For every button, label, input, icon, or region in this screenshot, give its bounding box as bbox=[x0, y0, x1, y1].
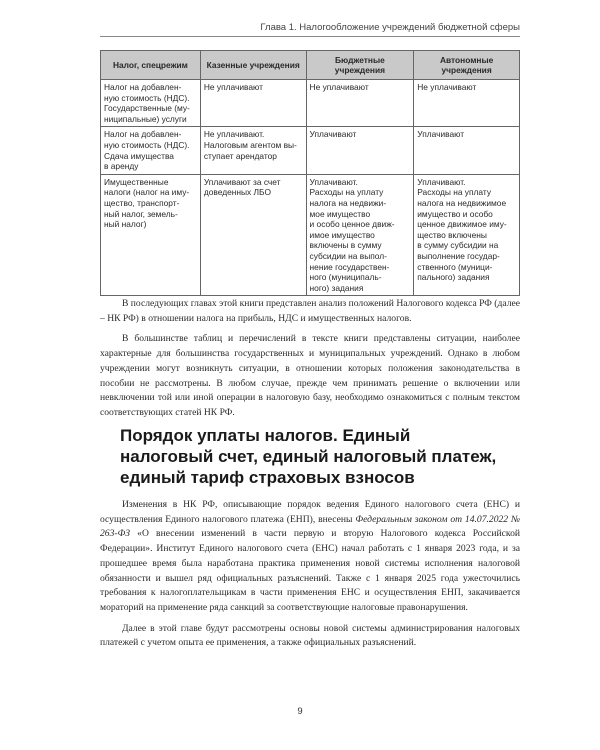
table-cell: Уплачивают bbox=[414, 127, 520, 174]
law-reference: Федеральным законом от 14.07.2022 № 263-ФЗ bbox=[100, 513, 521, 540]
col-header-autonomous: Автономные учреждения bbox=[414, 51, 520, 80]
paragraph-text: «О внесении изменений в части первую и вторую Налогового кодекса Российской Федерации». Институт Единого налогового счета (ЕНС) начал работать с 1 января 2023 года, и за прошедшее время была наработана практика применения новой системы исполнения налоговой обязанности и вышел ряд официальных разъяснений. Также с 1 января 2025 года ужесточились требования к налогоплательщикам в части применения ЕНС и осуществления ЕНП, закачивается мораторий на применение ряда санкций за соответствующие налоговые правонарушения. bbox=[100, 528, 520, 613]
table-cell: Не уплачивают bbox=[306, 80, 414, 127]
col-header-tax: Налог, спецрежим bbox=[101, 51, 201, 80]
col-header-budget: Бюджетные учреждения bbox=[306, 51, 414, 80]
table-cell: Налог на добавлен- ную стоимость (НДС). Государственные (му- ниципальные) услуги bbox=[101, 80, 201, 127]
section-text bbox=[100, 498, 520, 657]
table-row bbox=[101, 174, 520, 296]
running-header: Глава 1. Налогообложение учреждений бюджетной сферы bbox=[100, 22, 520, 37]
table-cell: Не уплачивают. Налоговым агентом вы- ступает арендатор bbox=[200, 127, 306, 174]
page-number: 9 bbox=[297, 706, 303, 717]
paragraph: В большинстве таблиц и перечислений в тексте книги представлены ситуации, наиболее характерные для большинства государственных и муниципальных учреждений. Однако в любом учреждении могут возникнуть ситуации, в отношении которых положения законодательства в пособии не рассмотрены. В любом случае, прежде чем принимать решение о включении или невключении той или иной операции в налоговую базу, необходимо ознакомиться с полным текстом соответствующих статей НК РФ. bbox=[100, 333, 520, 418]
table-cell: Уплачивают. Расходы на уплату налога на недвижимое имущество и особо ценное движимое иму- щество включены в сумму субсидии на выполнение государ- ственного (муници- пального) задания bbox=[414, 174, 520, 296]
col-header-treasury: Казенные учреждения bbox=[200, 51, 306, 80]
tax-table bbox=[100, 50, 520, 296]
table-cell: Не уплачивают bbox=[200, 80, 306, 127]
paragraph: В последующих главах этой книги представлен анализ положений Налогового кодекса РФ (далее – НК РФ) в отношении налога на прибыль, НДС и имущественных налогов. bbox=[100, 298, 520, 324]
paragraph bbox=[100, 498, 520, 616]
table-cell: Не уплачивают bbox=[414, 80, 520, 127]
paragraph-text: Изменения в НК РФ, описывающие порядок ведения Единого налогового счета (ЕНС) и осуществления Единого налогового платежа (ЕНП), внесены bbox=[100, 499, 520, 525]
table-cell: Уплачивают за счет доведенных ЛБО bbox=[200, 174, 306, 296]
paragraph: Далее в этой главе будут рассмотрены основы новой системы администрирования налоговых платежей с учетом опыта ее применения, а также официальных разъяснений. bbox=[100, 622, 520, 649]
table-cell: Налог на добавлен- ную стоимость (НДС). Сдача имущества в аренду bbox=[101, 127, 201, 174]
table-row bbox=[101, 80, 520, 127]
table-row bbox=[101, 127, 520, 174]
table-header-row bbox=[101, 51, 520, 80]
table-cell: Уплачивают bbox=[306, 127, 414, 174]
intro-text bbox=[100, 297, 520, 427]
table-cell: Уплачивают. Расходы на уплату налога на недвижи- мое имущество и особо ценное движ- имое имущество включены в сумму субсидии на выпол- нение государствен- ного (муниципаль- ного) задания bbox=[306, 174, 414, 296]
table-cell: Имущественные налоги (налог на иму- щество, транспорт- ный налог, земель- ный налог) bbox=[101, 174, 201, 296]
section-title: Порядок уплаты налогов. Единый налоговый счет, единый налоговый платеж, единый тариф страховых взносов bbox=[120, 426, 497, 487]
